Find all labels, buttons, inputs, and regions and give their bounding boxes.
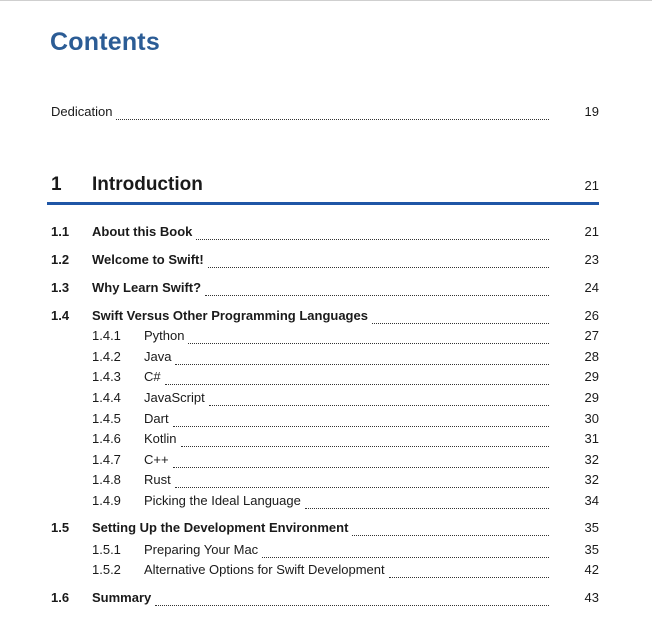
toc-entry-number: 1.4.1 <box>92 328 121 343</box>
toc-section[interactable] <box>51 308 599 328</box>
toc-entry-page: 29 <box>584 369 599 384</box>
toc-subsection[interactable] <box>51 493 599 513</box>
toc-entry-title: Why Learn Swift? <box>92 280 202 295</box>
toc-entry-title: Picking the Ideal Language <box>144 493 301 508</box>
toc-entry-page: 29 <box>584 390 599 405</box>
toc-subsection[interactable] <box>51 431 599 451</box>
dot-leader <box>196 238 549 240</box>
chapter-heading[interactable] <box>51 174 599 198</box>
toc-entry-number: 1.3 <box>51 280 70 295</box>
toc-entry-number: 1.5.1 <box>92 542 121 557</box>
toc-entry-title: Kotlin <box>144 431 177 446</box>
toc-entry-page: 26 <box>584 308 599 323</box>
toc-entry-page: 24 <box>584 280 599 295</box>
toc-entry-page: 19 <box>584 104 599 119</box>
dot-leader <box>262 556 549 558</box>
dot-leader <box>205 294 549 296</box>
dot-leader <box>173 425 549 427</box>
toc-section[interactable] <box>51 280 599 300</box>
toc-subsection[interactable] <box>51 369 599 389</box>
toc-entry-title: C++ <box>144 452 169 467</box>
toc-subsection[interactable] <box>51 328 599 348</box>
toc-section[interactable] <box>51 520 599 540</box>
dot-leader <box>389 576 549 578</box>
toc-entry-title: About this Book <box>92 224 193 239</box>
toc-entry-title: Dart <box>144 411 169 426</box>
toc-entry-title: Python <box>144 328 185 343</box>
toc-entry-page: 32 <box>584 472 599 487</box>
dot-leader <box>188 342 549 344</box>
toc-entry-number: 1.4.4 <box>92 390 121 405</box>
toc-entry-number: 1.4.3 <box>92 369 121 384</box>
toc-entry-title: JavaScript <box>144 390 205 405</box>
toc-entry-number: 1.1 <box>51 224 70 239</box>
toc-entry-number: 1.4.6 <box>92 431 121 446</box>
toc-entry-number: 1.4.7 <box>92 452 121 467</box>
toc-entry-page: 42 <box>584 562 599 577</box>
toc-entry-number: 1.2 <box>51 252 70 267</box>
toc-entry-number: 1.4.8 <box>92 472 121 487</box>
toc-subsection[interactable] <box>51 390 599 410</box>
dot-leader <box>116 118 549 120</box>
toc-subsection[interactable] <box>51 411 599 431</box>
toc-entry-title: Dedication <box>51 104 113 119</box>
toc-entry-title: Preparing Your Mac <box>144 542 259 557</box>
top-border <box>0 0 652 1</box>
dot-leader <box>209 404 549 406</box>
toc-entry-title: C# <box>144 369 161 384</box>
toc-subsection[interactable] <box>51 562 599 582</box>
toc-entry-page: 23 <box>584 252 599 267</box>
toc-entry-page: 32 <box>584 452 599 467</box>
toc-entry-page: 28 <box>584 349 599 364</box>
toc-entry-page: 34 <box>584 493 599 508</box>
chapter-number: 1 <box>51 174 62 195</box>
toc-entry-title: Rust <box>144 472 171 487</box>
chapter-page: 21 <box>584 178 599 193</box>
toc-entry-number: 1.4.2 <box>92 349 121 364</box>
toc-entry-number: 1.4.9 <box>92 493 121 508</box>
toc-entry-dedication[interactable] <box>51 104 599 124</box>
chapter-underline <box>47 202 599 205</box>
toc-entry-page: 27 <box>584 328 599 343</box>
dot-leader <box>173 466 549 468</box>
toc-section[interactable] <box>51 224 599 244</box>
page-title: Contents <box>50 28 160 56</box>
toc-entry-page: 35 <box>584 520 599 535</box>
toc-entry-title: Swift Versus Other Programming Languages <box>92 308 368 323</box>
toc-section[interactable] <box>51 590 599 610</box>
toc-entry-title: Summary <box>92 590 152 605</box>
toc-section[interactable] <box>51 252 599 272</box>
dot-leader <box>155 604 549 606</box>
dot-leader <box>208 266 549 268</box>
dot-leader <box>181 445 549 447</box>
chapter-title: Introduction <box>92 174 203 195</box>
toc-subsection[interactable] <box>51 452 599 472</box>
toc-entry-number: 1.5.2 <box>92 562 121 577</box>
toc-subsection[interactable] <box>51 349 599 369</box>
toc-entry-page: 35 <box>584 542 599 557</box>
dot-leader <box>175 363 549 365</box>
toc-entry-page: 43 <box>584 590 599 605</box>
toc-subsection[interactable] <box>51 542 599 562</box>
dot-leader <box>175 486 549 488</box>
toc-subsection[interactable] <box>51 472 599 492</box>
toc-entry-number: 1.4.5 <box>92 411 121 426</box>
toc-entry-title: Welcome to Swift! <box>92 252 204 267</box>
dot-leader <box>305 507 549 509</box>
toc-entry-title: Alternative Options for Swift Development <box>144 562 385 577</box>
toc-entry-title: Java <box>144 349 172 364</box>
toc-entry-page: 31 <box>584 431 599 446</box>
dot-leader <box>352 534 549 536</box>
dot-leader <box>372 322 549 324</box>
toc-entry-title: Setting Up the Development Environment <box>92 520 349 535</box>
toc-entry-page: 30 <box>584 411 599 426</box>
toc-entry-number: 1.5 <box>51 520 70 535</box>
toc-entry-page: 21 <box>584 224 599 239</box>
toc-entry-number: 1.6 <box>51 590 70 605</box>
toc-entry-number: 1.4 <box>51 308 70 323</box>
dot-leader <box>165 383 549 385</box>
